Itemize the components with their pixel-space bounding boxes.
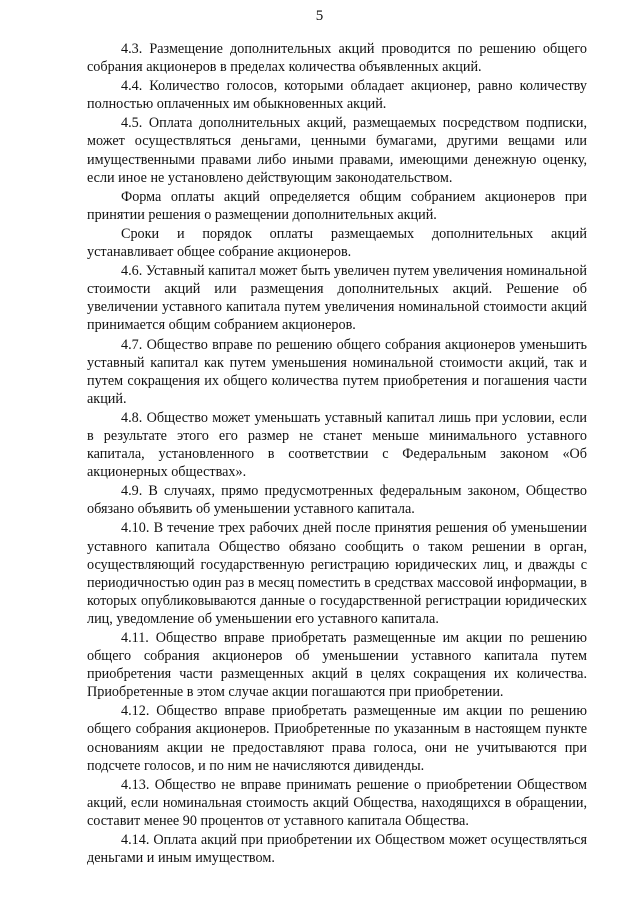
document-body — [87, 40, 587, 868]
paragraph-4-13: 4.13. Общество не вправе принимать решение о приобретении Обществом акций, если номинальная стоимость акций Общества, находящихся в обращении, составит менее 90 процентов от уставного капитала Общества. — [87, 776, 587, 829]
paragraph-4-11: 4.11. Общество вправе приобретать размещенные им акции по решению общего собрания акционеров об уменьшении уставного капитала путем приобретения части размещенных акций в целях сокращения их количества. Приобретенные в этом случае акции погашаются при приобретении. — [87, 630, 587, 701]
paragraph-4-4: 4.4. Количество голосов, которыми обладает акционер, равно количеству полностью оплаченных им обыкновенных акций. — [87, 78, 587, 113]
paragraph-4-9: 4.9. В случаях, прямо предусмотренных федеральным законом, Общество обязано объявить об уменьшении уставного капитала. — [87, 483, 587, 518]
paragraph-4-12: 4.12. Общество вправе приобретать размещенные им акции по решению общего собрания акционеров. Приобретенные по указанным в настоящем пункте основаниям акции не предоставляют права голоса, они не учитываются при подсчете голосов, и по ним не начисляются дивиденды. — [87, 703, 587, 774]
paragraph-4-3: 4.3. Размещение дополнительных акций проводится по решению общего собрания акционеров в пределах количества объявленных акций. — [87, 41, 587, 76]
page-number: 5 — [315, 8, 324, 24]
paragraph-4-5: 4.5. Оплата дополнительных акций, размещаемых посредством подписки, может осуществляться деньгами, ценными бумагами, другими вещами или имущественными правами либо иными правами, имеющими денежную оценку, если иное не установлено действующим законодательством. — [87, 115, 587, 186]
paragraph-4-8: 4.8. Общество может уменьшать уставный капитал лишь при условии, если в результате этого его размер не станет меньше минимального уставного капитала, установленного в соответствии с Федеральным законом «Об акционерных обществах». — [87, 409, 587, 481]
paragraph-4-14: 4.14. Оплата акций при приобретении их Обществом может осуществляться деньгами и иным имуществом. — [87, 832, 587, 867]
paragraph-payment-terms: Сроки и порядок оплаты размещаемых дополнительных акций устанавливает общее собрание акционеров. — [87, 225, 587, 261]
paragraph-4-10: 4.10. В течение трех рабочих дней после принятия решения об уменьшении уставного капитала Общество обязано сообщить о таком решении в орган, осуществляющий государственную регистрацию юридических лиц, и дважды с периодичностью один раз в месяц поместить в средствах массовой информации, в которых опубликовываются данные о государственной регистрации юридических лиц, уведомление об уменьшении его уставного капитала. — [87, 520, 587, 627]
paragraph-4-6: 4.6. Уставный капитал может быть увеличен путем увеличения номинальной стоимости акций или размещения дополнительных акций. Решение об увеличении уставного капитала путем увеличения номинальной стоимости акций принимается общим собранием акционеров. — [87, 263, 587, 334]
paragraph-4-7: 4.7. Общество вправе по решению общего собрания акционеров уменьшить уставный капитал как путем уменьшения номинальной стоимости акций, так и путем сокращения их общего количества путем приобретения и погашения части акций. — [87, 336, 587, 407]
paragraph-payment-form: Форма оплаты акций определяется общим собранием акционеров при принятии решения о размещении дополнительных акций. — [87, 188, 587, 223]
